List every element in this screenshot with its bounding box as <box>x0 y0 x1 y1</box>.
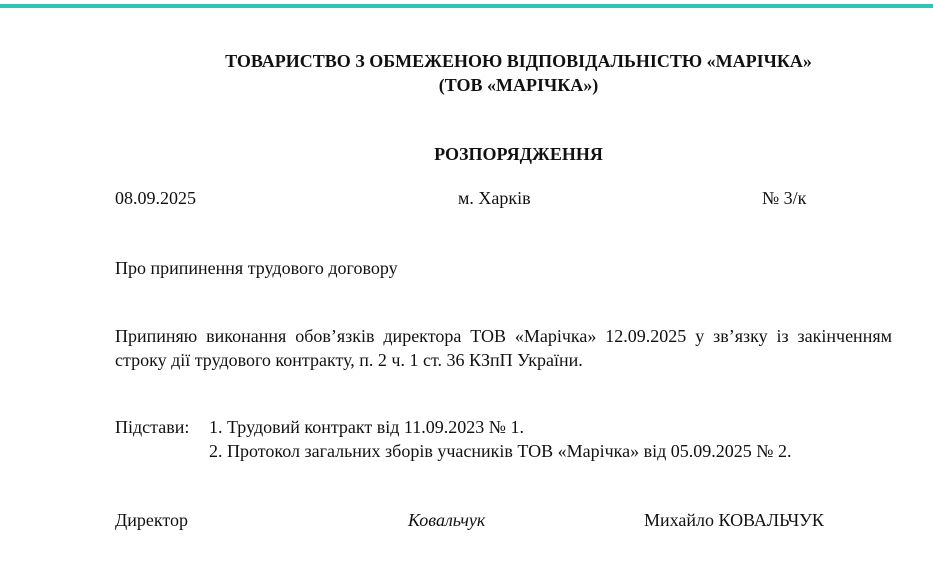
document-type-heading: РОЗПОРЯДЖЕННЯ <box>434 144 603 164</box>
organization-full-name: ТОВАРИСТВО З ОБМЕЖЕНОЮ ВІДПОВІДАЛЬНІСТЮ «МАРІЧКА» <box>225 51 812 71</box>
handwritten-signature: Ковальчук <box>408 510 486 530</box>
organization-short-name: (ТОВ «МАРІЧКА») <box>438 75 599 95</box>
signatory-position: Директор <box>115 510 189 530</box>
basis-list <box>209 415 909 463</box>
document-date: 08.09.2025 <box>115 188 196 208</box>
document-number: № 3/к <box>762 188 807 208</box>
signatory-name: Михайло КОВАЛЬЧУК <box>644 510 824 530</box>
basis-item: 1. Трудовий контракт від 11.09.2023 № 1. <box>209 417 524 437</box>
basis-item: 2. Протокол загальних зборів учасників ТОВ «Марічка» від 05.09.2025 № 2. <box>209 441 792 461</box>
document-subject: Про припинення трудового договору <box>115 258 398 278</box>
document-city: м. Харків <box>458 188 531 208</box>
basis-label: Підстави: <box>115 417 190 437</box>
document-body: Припиняю виконання обов’язків директора ТОВ «Марічка» 12.09.2025 у зв’язку із закінченням строку дії трудового контракту, п. 2 ч. 1 ст. 36 КЗпП України. <box>115 326 892 370</box>
